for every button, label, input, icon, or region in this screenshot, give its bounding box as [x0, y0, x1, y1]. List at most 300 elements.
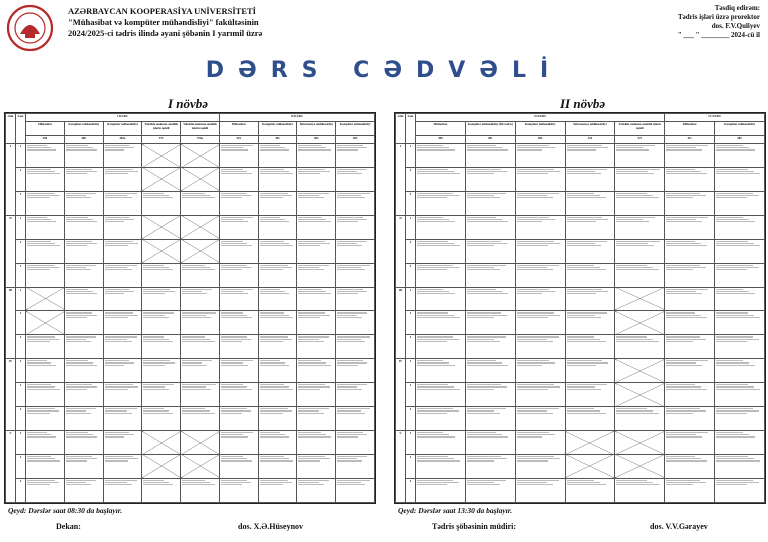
lesson-cell: [142, 383, 181, 407]
lesson-cell: [336, 215, 375, 239]
group-code: 411: [665, 136, 715, 144]
group-name: Kompüter mühəndisliyi: [515, 122, 565, 136]
group-code: 480: [64, 136, 103, 144]
lesson-cell: [565, 383, 615, 407]
lesson-cell: [64, 287, 103, 311]
lesson-cell: [336, 239, 375, 263]
group-name: Kompüter mühəndisliyi: [715, 122, 765, 136]
lesson-cell: [336, 191, 375, 215]
approval-line-4: " ___ " ________ 2024-cü il: [677, 31, 760, 39]
lesson-cell: [465, 215, 515, 239]
lesson-cell: [416, 478, 466, 502]
lesson-cell: [297, 215, 336, 239]
lesson-cell: [103, 239, 142, 263]
lesson-cell: [515, 383, 565, 407]
lesson-cell: [715, 311, 765, 335]
semester-line: 2024/2025-ci tədris ilində əyani şöbənin I yarımil üzrə: [68, 28, 263, 38]
lesson-cell: [715, 167, 765, 191]
lesson-cell: [64, 263, 103, 287]
lesson-cell: [336, 454, 375, 478]
group-name: Mühasibat: [26, 122, 65, 136]
lesson-cell: [297, 239, 336, 263]
lesson-cell: [336, 144, 375, 168]
col-hour-header: Saat: [406, 114, 416, 144]
lesson-cell: [142, 335, 181, 359]
lesson-cell: [665, 407, 715, 431]
lesson-cell: [416, 431, 466, 455]
group-code: 484: [515, 136, 565, 144]
group-code: 201: [219, 136, 258, 144]
lesson-cell: [142, 263, 181, 287]
lesson-cell: [665, 287, 715, 311]
empty-slot: [142, 454, 181, 478]
slot-number: 3: [16, 335, 26, 359]
lesson-cell: [181, 407, 220, 431]
lesson-cell: [665, 431, 715, 455]
lesson-cell: [219, 383, 258, 407]
lesson-cell: [258, 431, 297, 455]
empty-slot: [181, 167, 220, 191]
dean-name: dos. X.Ə.Hüseynov: [238, 522, 304, 531]
lesson-cell: [219, 407, 258, 431]
head-name: dos. V.V.Gərayev: [650, 522, 708, 531]
lesson-cell: [515, 407, 565, 431]
lesson-cell: [565, 311, 615, 335]
lesson-cell: [142, 478, 181, 502]
head-label: Tədris şöbəsinin müdiri:: [432, 522, 517, 531]
lesson-cell: [515, 335, 565, 359]
lesson-cell: [258, 335, 297, 359]
lesson-cell: [181, 335, 220, 359]
group-name: Mühasibat: [219, 122, 258, 136]
group-code: 482: [715, 136, 765, 144]
lesson-cell: [416, 263, 466, 287]
lesson-cell: [26, 215, 65, 239]
lesson-cell: [336, 359, 375, 383]
lesson-cell: [416, 167, 466, 191]
lesson-cell: [336, 407, 375, 431]
lesson-cell: [615, 191, 665, 215]
lesson-cell: [103, 215, 142, 239]
slot-number: 3: [16, 478, 26, 502]
empty-slot: [615, 454, 665, 478]
lesson-cell: [219, 311, 258, 335]
lesson-cell: [565, 191, 615, 215]
lesson-cell: [181, 191, 220, 215]
empty-slot: [26, 311, 65, 335]
lesson-cell: [336, 167, 375, 191]
lesson-cell: [219, 287, 258, 311]
faculty-name: "Mühasibat və kompüter mühəndisliyi" fakültəsinin: [68, 17, 259, 27]
course-header: II KURS: [416, 114, 665, 122]
lesson-cell: [715, 407, 765, 431]
lesson-cell: [219, 478, 258, 502]
lesson-cell: [336, 478, 375, 502]
lesson-cell: [515, 144, 565, 168]
lesson-cell: [258, 311, 297, 335]
lesson-cell: [515, 311, 565, 335]
lesson-cell: [615, 215, 665, 239]
lesson-cell: [565, 359, 615, 383]
group-name: İnformasiya təhlükəsizliyi: [565, 122, 615, 136]
lesson-cell: [515, 478, 565, 502]
slot-number: 2: [406, 311, 416, 335]
slot-number: 3: [406, 407, 416, 431]
slot-number: 2: [406, 383, 416, 407]
lesson-cell: [665, 335, 715, 359]
lesson-cell: [665, 167, 715, 191]
lesson-cell: [219, 263, 258, 287]
lesson-cell: [715, 239, 765, 263]
lesson-cell: [515, 454, 565, 478]
lesson-cell: [715, 215, 765, 239]
lesson-cell: [465, 335, 515, 359]
lesson-cell: [26, 383, 65, 407]
group-name: Təhsildə məlumat-analitik işlərin təşkili: [142, 122, 181, 136]
lesson-cell: [64, 311, 103, 335]
col-hour-header: Saat: [16, 114, 26, 144]
lesson-cell: [416, 407, 466, 431]
col-day-header: Gün: [6, 114, 16, 144]
lesson-cell: [219, 431, 258, 455]
lesson-cell: [103, 311, 142, 335]
lesson-cell: [26, 335, 65, 359]
group-name: Kompüter mühəndisliyi: [258, 122, 297, 136]
lesson-cell: [219, 454, 258, 478]
lesson-cell: [465, 191, 515, 215]
empty-slot: [615, 431, 665, 455]
lesson-cell: [615, 263, 665, 287]
lesson-cell: [297, 478, 336, 502]
lesson-cell: [181, 287, 220, 311]
lesson-cell: [26, 454, 65, 478]
lesson-cell: [615, 167, 665, 191]
lesson-cell: [64, 167, 103, 191]
group-name: Mühasibat: [665, 122, 715, 136]
lesson-cell: [336, 431, 375, 455]
empty-slot: [615, 359, 665, 383]
day-cell: III: [6, 287, 16, 359]
lesson-cell: [181, 383, 220, 407]
lesson-cell: [103, 144, 142, 168]
page-title: DƏRS CƏDVƏLİ: [205, 58, 563, 83]
left-schedule-table: [4, 112, 376, 504]
lesson-cell: [665, 263, 715, 287]
slot-number: 2: [16, 239, 26, 263]
empty-slot: [565, 454, 615, 478]
lesson-cell: [416, 454, 466, 478]
lesson-cell: [465, 383, 515, 407]
approval-line-3: dos. F.V.Quliyev: [711, 22, 760, 30]
slot-number: 2: [406, 454, 416, 478]
col-day-header: Gün: [396, 114, 406, 144]
course-header: I KURS: [26, 114, 220, 122]
slot-number: 1: [406, 215, 416, 239]
slot-number: 2: [406, 239, 416, 263]
lesson-cell: [258, 167, 297, 191]
lesson-cell: [665, 359, 715, 383]
lesson-cell: [615, 407, 665, 431]
lesson-cell: [219, 167, 258, 191]
lesson-cell: [565, 478, 615, 502]
lesson-cell: [26, 167, 65, 191]
course-header-2: II KURS: [219, 114, 374, 122]
empty-slot: [142, 167, 181, 191]
lesson-cell: [565, 215, 615, 239]
lesson-cell: [142, 191, 181, 215]
lesson-cell: [103, 478, 142, 502]
empty-slot: [615, 383, 665, 407]
lesson-cell: [715, 383, 765, 407]
lesson-cell: [258, 407, 297, 431]
lesson-cell: [26, 263, 65, 287]
empty-slot: [142, 215, 181, 239]
empty-slot: [26, 287, 65, 311]
slot-number: 2: [16, 311, 26, 335]
lesson-cell: [465, 454, 515, 478]
lesson-cell: [715, 287, 765, 311]
lesson-cell: [219, 191, 258, 215]
university-seal-logo: [6, 4, 54, 52]
lesson-cell: [297, 167, 336, 191]
lesson-cell: [465, 311, 515, 335]
lesson-cell: [665, 239, 715, 263]
slot-number: 1: [406, 287, 416, 311]
slot-number: 1: [16, 359, 26, 383]
lesson-cell: [297, 383, 336, 407]
lesson-cell: [416, 335, 466, 359]
lesson-cell: [258, 144, 297, 168]
group-name: Kompüter mühəndisliyi: [64, 122, 103, 136]
empty-slot: [142, 239, 181, 263]
lesson-cell: [416, 144, 466, 168]
group-code: 200: [26, 136, 65, 144]
lesson-cell: [64, 144, 103, 168]
lesson-cell: [336, 311, 375, 335]
lesson-cell: [64, 335, 103, 359]
lesson-cell: [416, 191, 466, 215]
lesson-cell: [103, 287, 142, 311]
lesson-cell: [665, 383, 715, 407]
lesson-cell: [715, 431, 765, 455]
lesson-cell: [715, 335, 765, 359]
lesson-cell: [181, 478, 220, 502]
lesson-cell: [515, 167, 565, 191]
lesson-cell: [665, 311, 715, 335]
university-name: AZƏRBAYCAN KOOPERASİYA UNİVERSİTETİ: [68, 6, 256, 16]
lesson-cell: [336, 335, 375, 359]
lesson-cell: [64, 359, 103, 383]
lesson-cell: [103, 191, 142, 215]
group-code: 481: [465, 136, 515, 144]
lesson-cell: [565, 239, 615, 263]
lesson-cell: [715, 359, 765, 383]
empty-slot: [615, 287, 665, 311]
group-code: 575: [615, 136, 665, 144]
lesson-cell: [715, 263, 765, 287]
lesson-cell: [26, 407, 65, 431]
lesson-cell: [297, 407, 336, 431]
lesson-cell: [297, 454, 336, 478]
lesson-cell: [181, 263, 220, 287]
lesson-cell: [297, 311, 336, 335]
day-cell: V: [6, 431, 16, 503]
left-start-note: Qeyd: Dərslər saat 08:30 da başlayır.: [8, 506, 123, 515]
lesson-cell: [26, 239, 65, 263]
empty-slot: [181, 215, 220, 239]
lesson-cell: [416, 359, 466, 383]
slot-number: 1: [16, 144, 26, 168]
lesson-cell: [515, 431, 565, 455]
slot-number: 3: [16, 191, 26, 215]
right-start-note: Qeyd: Dərslər saat 13:30 da başlayır.: [398, 506, 513, 515]
slot-number: 1: [16, 431, 26, 455]
lesson-cell: [465, 407, 515, 431]
slot-number: 2: [16, 383, 26, 407]
lesson-cell: [465, 287, 515, 311]
day-cell: IV: [6, 359, 16, 431]
lesson-cell: [64, 431, 103, 455]
group-name: İnformasiya təhlükəsizliyi: [297, 122, 336, 136]
group-name: Kompüter mühəndisliyi: [336, 122, 375, 136]
approval-line-1: Təsdiq edirəm:: [714, 4, 760, 12]
lesson-cell: [181, 359, 220, 383]
lesson-cell: [219, 359, 258, 383]
day-cell: V: [396, 431, 406, 503]
slot-number: 2: [16, 167, 26, 191]
lesson-cell: [565, 287, 615, 311]
lesson-cell: [665, 215, 715, 239]
lesson-cell: [103, 431, 142, 455]
lesson-cell: [515, 287, 565, 311]
lesson-cell: [665, 478, 715, 502]
lesson-cell: [416, 311, 466, 335]
lesson-cell: [219, 215, 258, 239]
lesson-cell: [219, 144, 258, 168]
group-code: 481: [258, 136, 297, 144]
group-code: 483: [336, 136, 375, 144]
lesson-cell: [665, 144, 715, 168]
lesson-cell: [336, 383, 375, 407]
lesson-cell: [336, 263, 375, 287]
lesson-cell: [615, 478, 665, 502]
lesson-cell: [565, 167, 615, 191]
lesson-cell: [219, 335, 258, 359]
lesson-cell: [465, 167, 515, 191]
group-code: 324: [565, 136, 615, 144]
lesson-cell: [103, 167, 142, 191]
slot-number: 2: [406, 167, 416, 191]
lesson-cell: [515, 359, 565, 383]
day-cell: IV: [396, 359, 406, 431]
course-header-2: IV KURS: [665, 114, 765, 122]
lesson-cell: [103, 335, 142, 359]
header-block: [68, 6, 262, 39]
slot-number: 3: [406, 478, 416, 502]
lesson-cell: [465, 359, 515, 383]
lesson-cell: [515, 263, 565, 287]
lesson-cell: [26, 191, 65, 215]
lesson-cell: [465, 144, 515, 168]
lesson-cell: [297, 335, 336, 359]
slot-number: 1: [406, 144, 416, 168]
slot-number: 2: [16, 454, 26, 478]
empty-slot: [181, 454, 220, 478]
group-name: Mühasibat: [416, 122, 466, 136]
lesson-cell: [565, 407, 615, 431]
lesson-cell: [64, 191, 103, 215]
lesson-cell: [715, 478, 765, 502]
lesson-cell: [297, 359, 336, 383]
slot-number: 3: [406, 335, 416, 359]
empty-slot: [142, 431, 181, 455]
slot-number: 1: [16, 215, 26, 239]
lesson-cell: [665, 454, 715, 478]
lesson-cell: [565, 263, 615, 287]
group-code: 482: [297, 136, 336, 144]
empty-slot: [181, 239, 220, 263]
lesson-cell: [297, 191, 336, 215]
lesson-cell: [416, 215, 466, 239]
lesson-cell: [465, 263, 515, 287]
day-cell: I: [396, 144, 406, 216]
lesson-cell: [142, 311, 181, 335]
lesson-cell: [26, 359, 65, 383]
lesson-cell: [26, 478, 65, 502]
slot-number: 3: [16, 407, 26, 431]
day-cell: II: [6, 215, 16, 287]
lesson-cell: [465, 431, 515, 455]
empty-slot: [615, 311, 665, 335]
lesson-cell: [565, 144, 615, 168]
lesson-cell: [103, 263, 142, 287]
group-code: 483a: [103, 136, 142, 144]
lesson-cell: [715, 144, 765, 168]
lesson-cell: [142, 407, 181, 431]
lesson-cell: [64, 478, 103, 502]
empty-slot: [181, 144, 220, 168]
lesson-cell: [515, 215, 565, 239]
lesson-cell: [297, 287, 336, 311]
lesson-cell: [515, 191, 565, 215]
lesson-cell: [336, 287, 375, 311]
lesson-cell: [26, 144, 65, 168]
lesson-cell: [64, 215, 103, 239]
lesson-cell: [515, 239, 565, 263]
lesson-cell: [26, 431, 65, 455]
lesson-cell: [219, 239, 258, 263]
day-cell: I: [6, 144, 16, 216]
lesson-cell: [615, 144, 665, 168]
dean-label: Dekan:: [56, 522, 81, 531]
lesson-cell: [142, 359, 181, 383]
empty-slot: [181, 431, 220, 455]
lesson-cell: [258, 287, 297, 311]
right-schedule-table: [394, 112, 766, 504]
lesson-cell: [465, 478, 515, 502]
approval-block: [636, 4, 760, 40]
group-name: Təhsildə məlumat-analitik işlərin təşkili: [181, 122, 220, 136]
lesson-cell: [258, 454, 297, 478]
lesson-cell: [665, 191, 715, 215]
left-shift-title: I növbə: [168, 96, 209, 111]
lesson-cell: [565, 335, 615, 359]
lesson-cell: [258, 478, 297, 502]
right-shift-title: II növbə: [560, 96, 606, 111]
lesson-cell: [103, 407, 142, 431]
slot-number: 1: [16, 287, 26, 311]
lesson-cell: [258, 263, 297, 287]
